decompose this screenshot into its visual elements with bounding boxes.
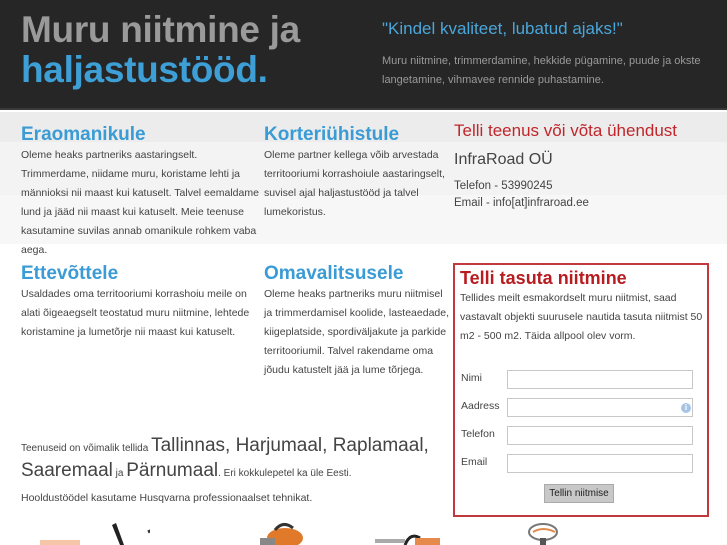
service-regions xyxy=(21,435,441,485)
form-row-phone xyxy=(461,426,701,446)
site-title xyxy=(21,10,300,90)
email-label: Email xyxy=(461,456,488,468)
free-mowing-order-form xyxy=(453,263,709,517)
order-form-description: Tellides meilt esmakordselt muru niitmist, saad vastavalt objekti suurusele nautida tasuta niitmist 50 m2 - 500 m2. Täida allpool olev vorm. xyxy=(460,292,703,342)
contact-phone: Telefon - 53990245 xyxy=(454,180,553,192)
name-input[interactable] xyxy=(507,370,693,389)
regions-parnumaa: Pärnumaal xyxy=(126,460,219,481)
address-label: Aadress xyxy=(461,400,500,412)
section-ettevottele xyxy=(21,263,256,342)
order-form-title: Telli tasuta niitmine xyxy=(460,268,627,288)
section-text: Oleme heaks partneriks muru niitmisel ja trimmerdamisel koolide, lasteaedade, kiigeplatside, spordiväljakute ja parkide territooriumil. Talvel rakendame oma jõudu katustelt jää ja lume tõrjega. xyxy=(264,288,450,376)
equipment-note: Hooldustöödel kasutame Husqvarna professionaalset tehnikat. xyxy=(21,492,313,504)
phone-input[interactable] xyxy=(507,426,693,445)
company-name: InfraRoad OÜ xyxy=(454,151,553,168)
brushcutter-image-icon xyxy=(525,520,565,545)
section-title: Omavalitsusele xyxy=(264,263,404,284)
equipment-images xyxy=(0,520,727,545)
address-input[interactable] xyxy=(507,398,693,417)
section-text: Oleme partner kellega võib arvestada territooriumi korrashoiule aastaringselt, suvisel ajal haljastustööd ja talvel lumekoristus. xyxy=(264,149,445,218)
section-korteriuhistule xyxy=(264,124,449,222)
regions-joiner: ja xyxy=(112,468,127,479)
form-row-email xyxy=(461,454,701,474)
contact-title: Telli teenus või võta ühendust xyxy=(454,121,678,140)
section-eraomanikule xyxy=(21,124,261,260)
regions-prefix: Teenuseid on võimalik tellida xyxy=(21,443,152,454)
contact-email: Email - info[at]infraroad.ee xyxy=(454,197,589,209)
site-title-line1: Muru niitmine ja xyxy=(21,9,300,50)
section-text: Oleme heaks partneriks aastaringselt. Trimmerdame, niidame muru, koristame lehti ja männioksi nii maast kui katuselt. Talvel eemaldame lund ja jääd nii maast kui katuselt. Meie teenuse kasutamine suvilas annab omanikule rohkem vaba aega. xyxy=(21,149,259,256)
header-description: Muru niitmine, trimmerdamine, hekkide pügamine, puude ja okste langetamine, vihmavee rennide puhastamine. xyxy=(382,55,701,86)
chainsaw-image-icon xyxy=(375,520,445,545)
section-title: Eraomanikule xyxy=(21,124,146,145)
name-label: Nimi xyxy=(461,372,482,384)
regions-main: Tallinnas, Harjumaal, Raplamaal, Saaremaal xyxy=(21,435,429,481)
leaf-blower-image-icon xyxy=(255,520,315,545)
regions-suffix: . Eri kokkulepetel ka üle Eesti. xyxy=(218,468,352,479)
trimmer-image-icon xyxy=(40,520,150,545)
phone-label: Telefon xyxy=(461,428,495,440)
section-title: Korteriühistule xyxy=(264,124,400,145)
site-title-line2: haljastustööd. xyxy=(21,49,268,90)
info-icon[interactable]: i xyxy=(681,403,691,413)
email-input[interactable] xyxy=(507,454,693,473)
section-title: Ettevõttele xyxy=(21,263,119,284)
form-row-name xyxy=(461,370,701,390)
section-text: Usaldades oma territooriumi korrashoiu meile on alati õigeaegselt teostatud muru niitmine, lehtede koristamine ja lumetõrje nii maast kui katuselt. xyxy=(21,288,250,338)
form-row-address xyxy=(461,398,701,418)
section-omavalitsusele xyxy=(264,263,449,380)
site-header xyxy=(0,0,727,110)
contact-block xyxy=(454,120,724,212)
submit-order-button[interactable]: Tellin niitmise xyxy=(544,484,614,503)
slogan: "Kindel kvaliteet, lubatud ajaks!" xyxy=(382,19,623,38)
